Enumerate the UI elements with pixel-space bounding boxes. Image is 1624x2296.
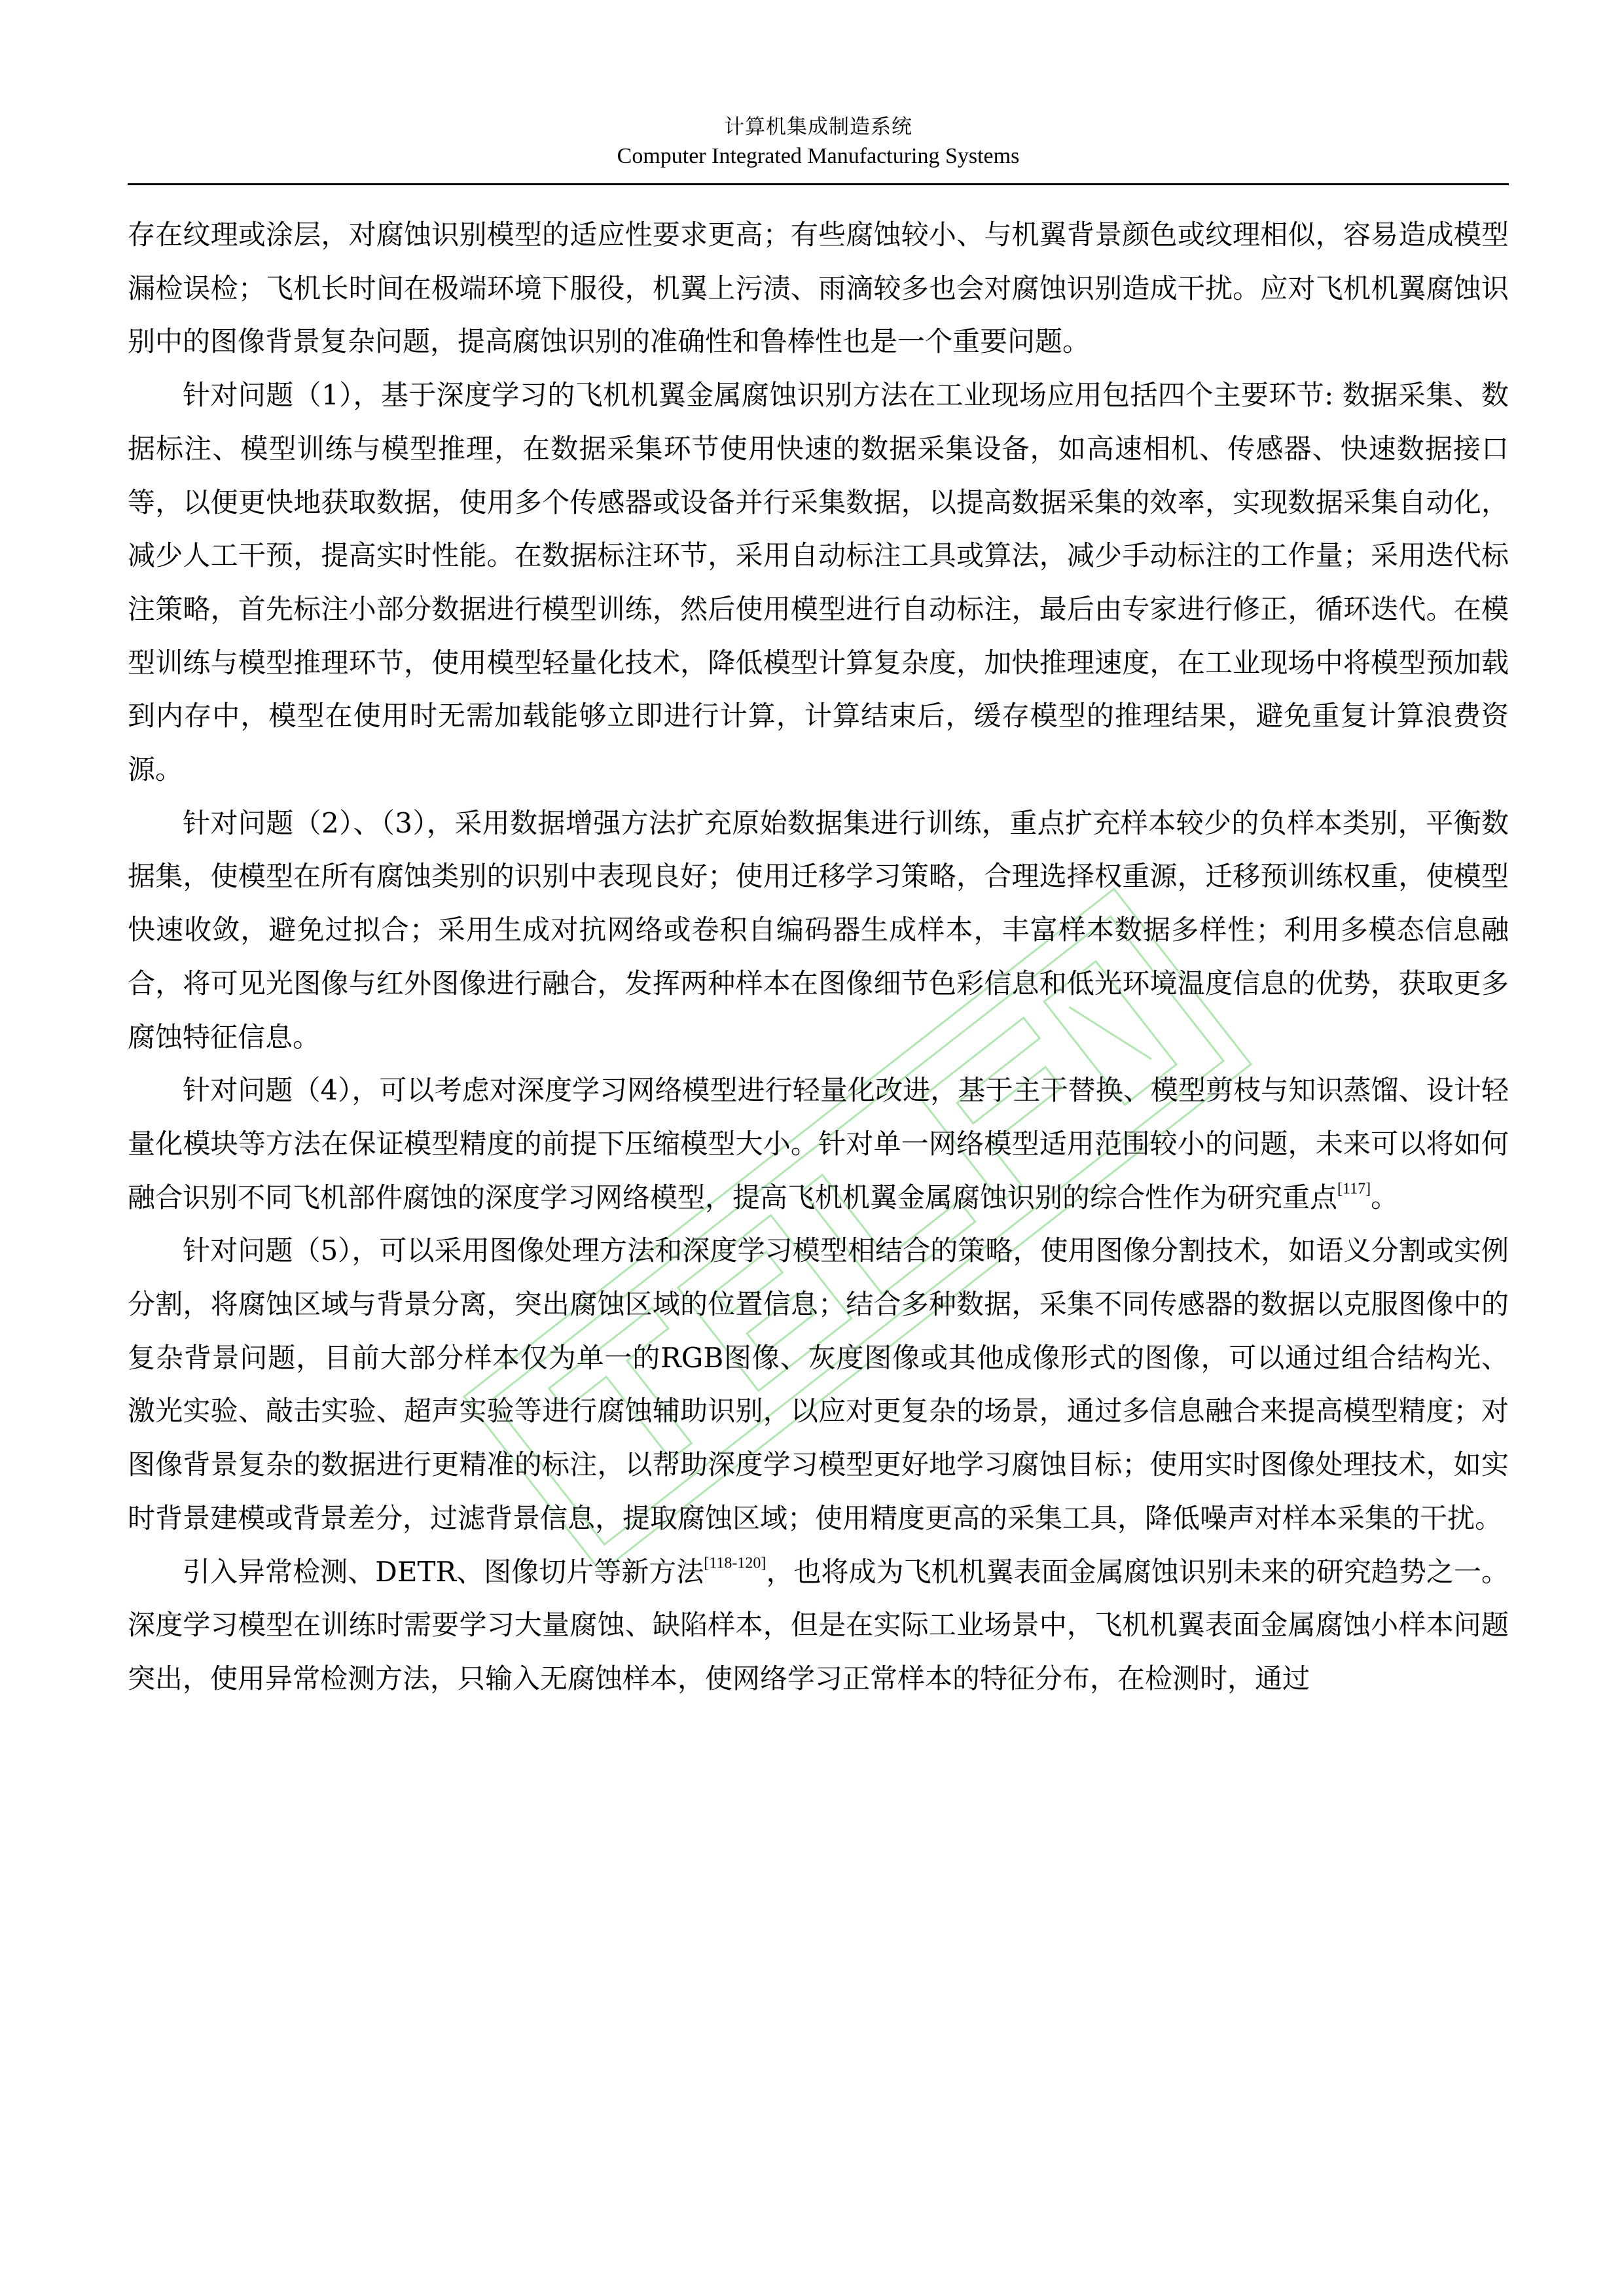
paragraph-text: 针对问题（4），可以考虑对深度学习网络模型进行轻量化改进，基于主干替换、模型剪枝与知识蒸馏、设计轻量化模块等方法在保证模型精度的前提下压缩模型大小。针对单一网络模型适用范围较小的问题，未来可以将如何融合识别不同飞机部件腐蚀的深度学习网络模型，提高飞机机翼金属腐蚀识别的综合性作为研究重点 bbox=[128, 1074, 1509, 1213]
citation-reference: [117] bbox=[1337, 1180, 1371, 1198]
citation-reference: [118-120] bbox=[704, 1554, 767, 1572]
journal-title-english: Computer Integrated Manufacturing Systems bbox=[617, 144, 1020, 168]
paragraph-problem-4 bbox=[128, 1064, 1509, 1224]
paragraph-text-end: ，也将成为飞机机翼表面金属腐蚀识别未来的研究趋势之一。深度学习模型在训练时需要学习大量腐蚀、缺陷样本，但是在实际工业场景中，飞机机翼表面金属腐蚀小样本问题突出，使用异常检测方法，只输入无腐蚀样本，使网络学习正常样本的特征分布，在检测时，通过 bbox=[128, 1555, 1509, 1695]
paragraph-continuation bbox=[128, 208, 1509, 368]
paragraph-text: 引入异常检测、DETR、图像切片等新方法 bbox=[183, 1555, 704, 1588]
paragraph-problem-5 bbox=[128, 1224, 1509, 1545]
paragraph-text-end: 。 bbox=[1371, 1181, 1399, 1213]
paragraph-text: 存在纹理或涂层，对腐蚀识别模型的适应性要求更高；有些腐蚀较小、与机翼背景颜色或纹理相似，容易造成模型漏检误检；飞机长时间在极端环境下服役，机翼上污渍、雨滴较多也会对腐蚀识别造成干扰。应对飞机机翼腐蚀识别中的图像背景复杂问题，提高腐蚀识别的准确性和鲁棒性也是一个重要问题。 bbox=[128, 219, 1509, 358]
running-header bbox=[128, 113, 1509, 171]
article-body bbox=[128, 208, 1509, 1706]
paragraph-problems-2-3 bbox=[128, 797, 1509, 1064]
paragraph-text: 针对问题（5），可以采用图像处理方法和深度学习模型相结合的策略，使用图像分割技术，如语义分割或实例分割，将腐蚀区域与背景分离，突出腐蚀区域的位置信息；结合多种数据，采集不同传感器的数据以克服图像中的复杂背景问题，目前大部分样本仅为单一的RGB图像、灰度图像或其他成像形式的图像，可以通过组合结构光、激光实验、敲击实验、超声实验等进行腐蚀辅助识别，以应对更复杂的场景，通过多信息融合来提高模型精度；对图像背景复杂的数据进行更精准的标注，以帮助深度学习模型更好地学习腐蚀目标；使用实时图像处理技术，如实时背景建模或背景差分，过滤背景信息，提取腐蚀区域；使用精度更高的采集工具，降低噪声对样本采集的干扰。 bbox=[128, 1234, 1509, 1534]
header-divider bbox=[128, 183, 1509, 185]
paragraph-problem-1 bbox=[128, 368, 1509, 797]
paragraph-text: 针对问题（2）、（3），采用数据增强方法扩充原始数据集进行训练，重点扩充样本较少的负样本类别，平衡数据集，使模型在所有腐蚀类别的识别中表现良好；使用迁移学习策略，合理选择权重源，迁移预训练权重，使模型快速收敛，避免过拟合；采用生成对抗网络或卷积自编码器生成样本，丰富样本数据多样性；利用多模态信息融合，将可见光图像与红外图像进行融合，发挥两种样本在图像细节色彩信息和低光环境温度信息的优势，获取更多腐蚀特征信息。 bbox=[128, 806, 1509, 1053]
paragraph-future-trends bbox=[128, 1545, 1509, 1706]
journal-title-chinese: 计算机集成制造系统 bbox=[724, 115, 912, 139]
paragraph-text: 针对问题（1），基于深度学习的飞机机翼金属腐蚀识别方法在工业现场应用包括四个主要环节: 数据采集、数据标注、模型训练与模型推理，在数据采集环节使用快速的数据采集设备，如高速相机、传感器、快速数据接口等，以便更快地获取数据，使用多个传感器或设备并行采集数据，以提高数据采集的效率，实现数据采集自动化，减少人工干预，提高实时性能。在数据标注环节，采用自动标注工具或算法，减少手动标注的工作量；采用迭代标注策略，首先标注小部分数据进行模型训练，然后使用模型进行自动标注，最后由专家进行修正，循环迭代。在模型训练与模型推理环节，使用模型轻量化技术，降低模型计算复杂度，加快推理速度，在工业现场中将模型预加载到内存中，模型在使用时无需加载能够立即进行计算，计算结束后，缓存模型的推理结果，避免重复计算浪费资源。 bbox=[128, 379, 1509, 786]
